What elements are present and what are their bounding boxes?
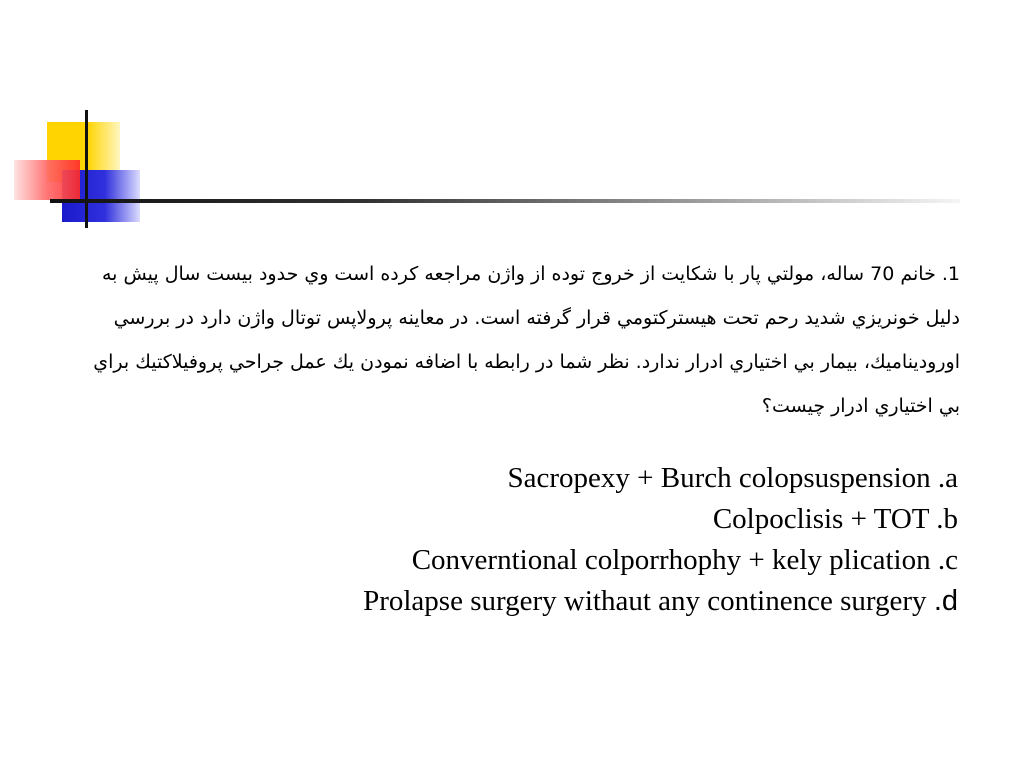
option-d-text: Prolapse surgery withaut any continence surgery (363, 585, 934, 617)
question-body: . خانم 70 ساله، مولتي پار با شکايت از خروج توده از واژن مراجعه کرده است وي حدود بيست سال پيش به دليل خونريزي شديد رحم تحت هيسترکتومي قرار گرفته است. در معاينه پرولاپس توتال واژن دارد در بررسي اورودیناميك، بيمار بي اختياري ادرار ندارد. نظر شما در رابطه با اضافه نمودن يك عمل جراحي پروفيلاکتيك براي بي اختياري ادرار چيست؟ (93, 263, 960, 417)
question-number: 1 (947, 263, 960, 285)
vertical-rule (85, 110, 88, 228)
option-b-text: Colpoclisis + TOT .b (712, 503, 958, 535)
title-decoration (0, 0, 1024, 240)
horizontal-rule (50, 199, 960, 203)
option-d (60, 581, 958, 622)
option-a-text: Sacropexy + Burch colopsuspension .a (507, 462, 958, 494)
answer-options (60, 458, 958, 622)
option-a (60, 458, 958, 499)
red-square (14, 160, 80, 200)
option-d-letter: .d (933, 585, 958, 617)
option-c-text: Converntional colporrhophy + kely plication .c (411, 544, 958, 576)
option-b (60, 499, 958, 540)
question-text (70, 252, 960, 428)
option-c (60, 540, 958, 581)
